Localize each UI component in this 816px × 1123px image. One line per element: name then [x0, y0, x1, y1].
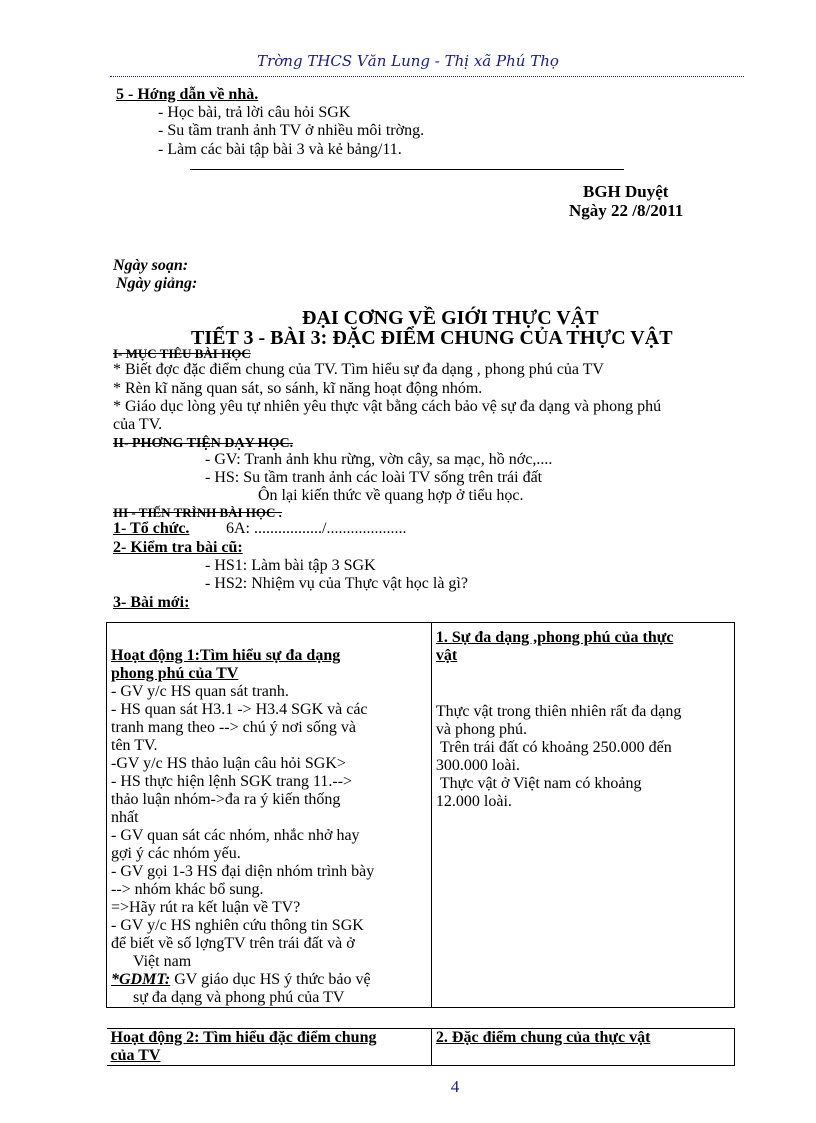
table-row: [107, 1029, 735, 1066]
lesson-title: TIẾT 3 - BÀI 3: ĐẶC ĐIỂM CHUNG CỦA THỰC VẬT: [191, 327, 673, 349]
activity-step: thảo luận nhóm->đa ra ý kiến thống: [111, 791, 341, 808]
materials-item: Ôn lại kiến thức về quang hợp ở tiểu học.: [258, 487, 524, 504]
content-line: Thực vật trong thiên nhiên rất đa dạng: [435, 703, 682, 720]
page-header: Trờng THCS Văn Lung - Thị xã Phú Thọ: [257, 52, 559, 70]
content-line: Thực vật ở Việt nam có khoảng: [439, 775, 642, 792]
main-title: ĐẠI CƠNG VỀ GIỚI THỰC VẬT: [302, 307, 599, 329]
activity-step: - GV quan sát các nhóm, nhắc nhở hay: [111, 827, 360, 844]
approval-title: BGH Duyệt: [583, 182, 669, 201]
section-1-title: 1. Sự đa dạng ,phong phú của thực: [435, 629, 674, 646]
objectives-heading: I- MỤC TIÊU BÀI HỌC: [113, 346, 251, 361]
section-divider: [190, 169, 624, 170]
gdmt-text: GV giáo dục HS ý thức bảo vệ: [174, 971, 371, 988]
section-2-cell: [431, 1029, 734, 1066]
activity-step: tên TV.: [111, 737, 158, 754]
activity-2-title-cont: của TV: [110, 1047, 161, 1064]
activity-step: nhất: [111, 809, 139, 826]
activity-2-cell: [107, 1029, 432, 1066]
activity-step: - HS quan sát H3.1 -> H3.4 SGK và các: [111, 701, 368, 718]
activity-1-steps: [111, 683, 427, 1007]
check-item: - HS1: Làm bài tập 3 SGK: [205, 557, 376, 574]
spacer-cell: [107, 1008, 432, 1029]
table-row: [107, 1008, 735, 1029]
new-lesson-heading: 3- Bài mới:: [113, 594, 190, 611]
activity-step: - GV y/c HS nghiên cứu thông tin SGK: [111, 917, 364, 934]
materials-item: - HS: Su tầm tranh ảnh các loài TV sống trên trái đất: [205, 469, 543, 486]
activity-step: - HS thực hiện lệnh SGK trang 11.-->: [111, 773, 353, 790]
content-line: và phong phú.: [435, 721, 528, 738]
homework-heading: 5 - Hớng dẫn về nhà.: [116, 86, 259, 103]
spacer-cell: [431, 1008, 734, 1029]
objective-item: * Giáo dục lòng yêu tự nhiên yêu thực vật bằng cách bảo vệ sự đa dạng và phong phú: [113, 398, 662, 415]
gdmt-line: [111, 971, 427, 989]
objective-item: * Biết đợc đặc điểm chung của TV. Tìm hiểu sự đa dạng , phong phú của TV: [113, 361, 604, 378]
materials-heading: II- PHƠNG TIỆN DẠY HỌC.: [113, 436, 294, 451]
objective-item: của TV.: [113, 416, 163, 433]
objective-item: * Rèn kĩ năng quan sát, so sánh, kĩ năng hoạt động nhóm.: [113, 380, 483, 397]
content-line: Trên trái đất có khoảng 250.000 đến: [439, 739, 672, 756]
lesson-table: [106, 622, 735, 1066]
org-label: 1- Tổ chức.: [113, 520, 190, 537]
activity-step: -GV y/c HS thảo luận câu hỏi SGK>: [111, 755, 346, 772]
content-cell: [431, 623, 734, 1008]
header-divider: [110, 76, 744, 77]
activity-step: để biết về số lợngTV trên trái đất và ở: [111, 935, 355, 952]
content-line: 300.000 loài.: [435, 757, 520, 774]
materials-item: - GV: Tranh ảnh khu rừng, vờn cây, sa mạc, hồ nớc,....: [205, 451, 553, 468]
activity-step: --> nhóm khác bổ sung.: [111, 881, 264, 898]
table-row: [107, 623, 735, 1008]
activity-step: Việt nam: [133, 953, 192, 970]
page-number: 4: [450, 1077, 460, 1096]
activity-1-title-cont: phong phú của TV: [111, 665, 239, 682]
activity-step: - GV y/c HS quan sát tranh.: [111, 683, 289, 700]
activity-step: =>Hãy rút ra kết luận về TV?: [111, 899, 301, 916]
section-1-title-cont: vật: [435, 647, 458, 664]
homework-item: - Su tầm tranh ảnh TV ở nhiều môi trờng.: [158, 122, 425, 139]
homework-item: - Làm các bài tập bài 3 và kẻ bảng/11.: [158, 141, 402, 158]
gdmt-label: *GDMT:: [111, 971, 171, 988]
activity-step: tranh mang theo --> chú ý nơi sống và: [111, 719, 356, 736]
homework-item: - Học bài, trả lời câu hỏi SGK: [158, 104, 351, 121]
prep-date-label: Ngày soạn:: [113, 257, 189, 274]
section-2-title: 2. Đặc điểm chung của thực vật: [435, 1029, 651, 1046]
section-1-content: [436, 703, 730, 811]
activity-1-title: Hoạt động 1:Tìm hiểu sự đa dạng: [111, 647, 341, 664]
process-heading: III - TIẾN TRÌNH BÀI HỌC .: [113, 505, 282, 520]
activity-2-title: Hoạt động 2: Tìm hiểu đặc điểm chung: [110, 1029, 377, 1046]
check-heading: 2- Kiểm tra bài cũ:: [113, 539, 243, 556]
gdmt-text-cont: sự đa dạng và phong phú của TV: [133, 989, 345, 1006]
activity-step: gợi ý các nhóm yếu.: [111, 845, 241, 862]
approval-date: Ngày 22 /8/2011: [569, 201, 684, 220]
org-value: 6A: ................./....................: [226, 520, 407, 537]
teach-date-label: Ngày giảng:: [116, 275, 198, 292]
check-item: - HS2: Nhiệm vụ của Thực vật học là gì?: [205, 575, 468, 592]
activity-step: - GV gọi 1-3 HS đại diện nhóm trình bày: [111, 863, 375, 880]
content-line: 12.000 loài.: [435, 793, 512, 810]
activity-cell: [107, 623, 432, 1008]
